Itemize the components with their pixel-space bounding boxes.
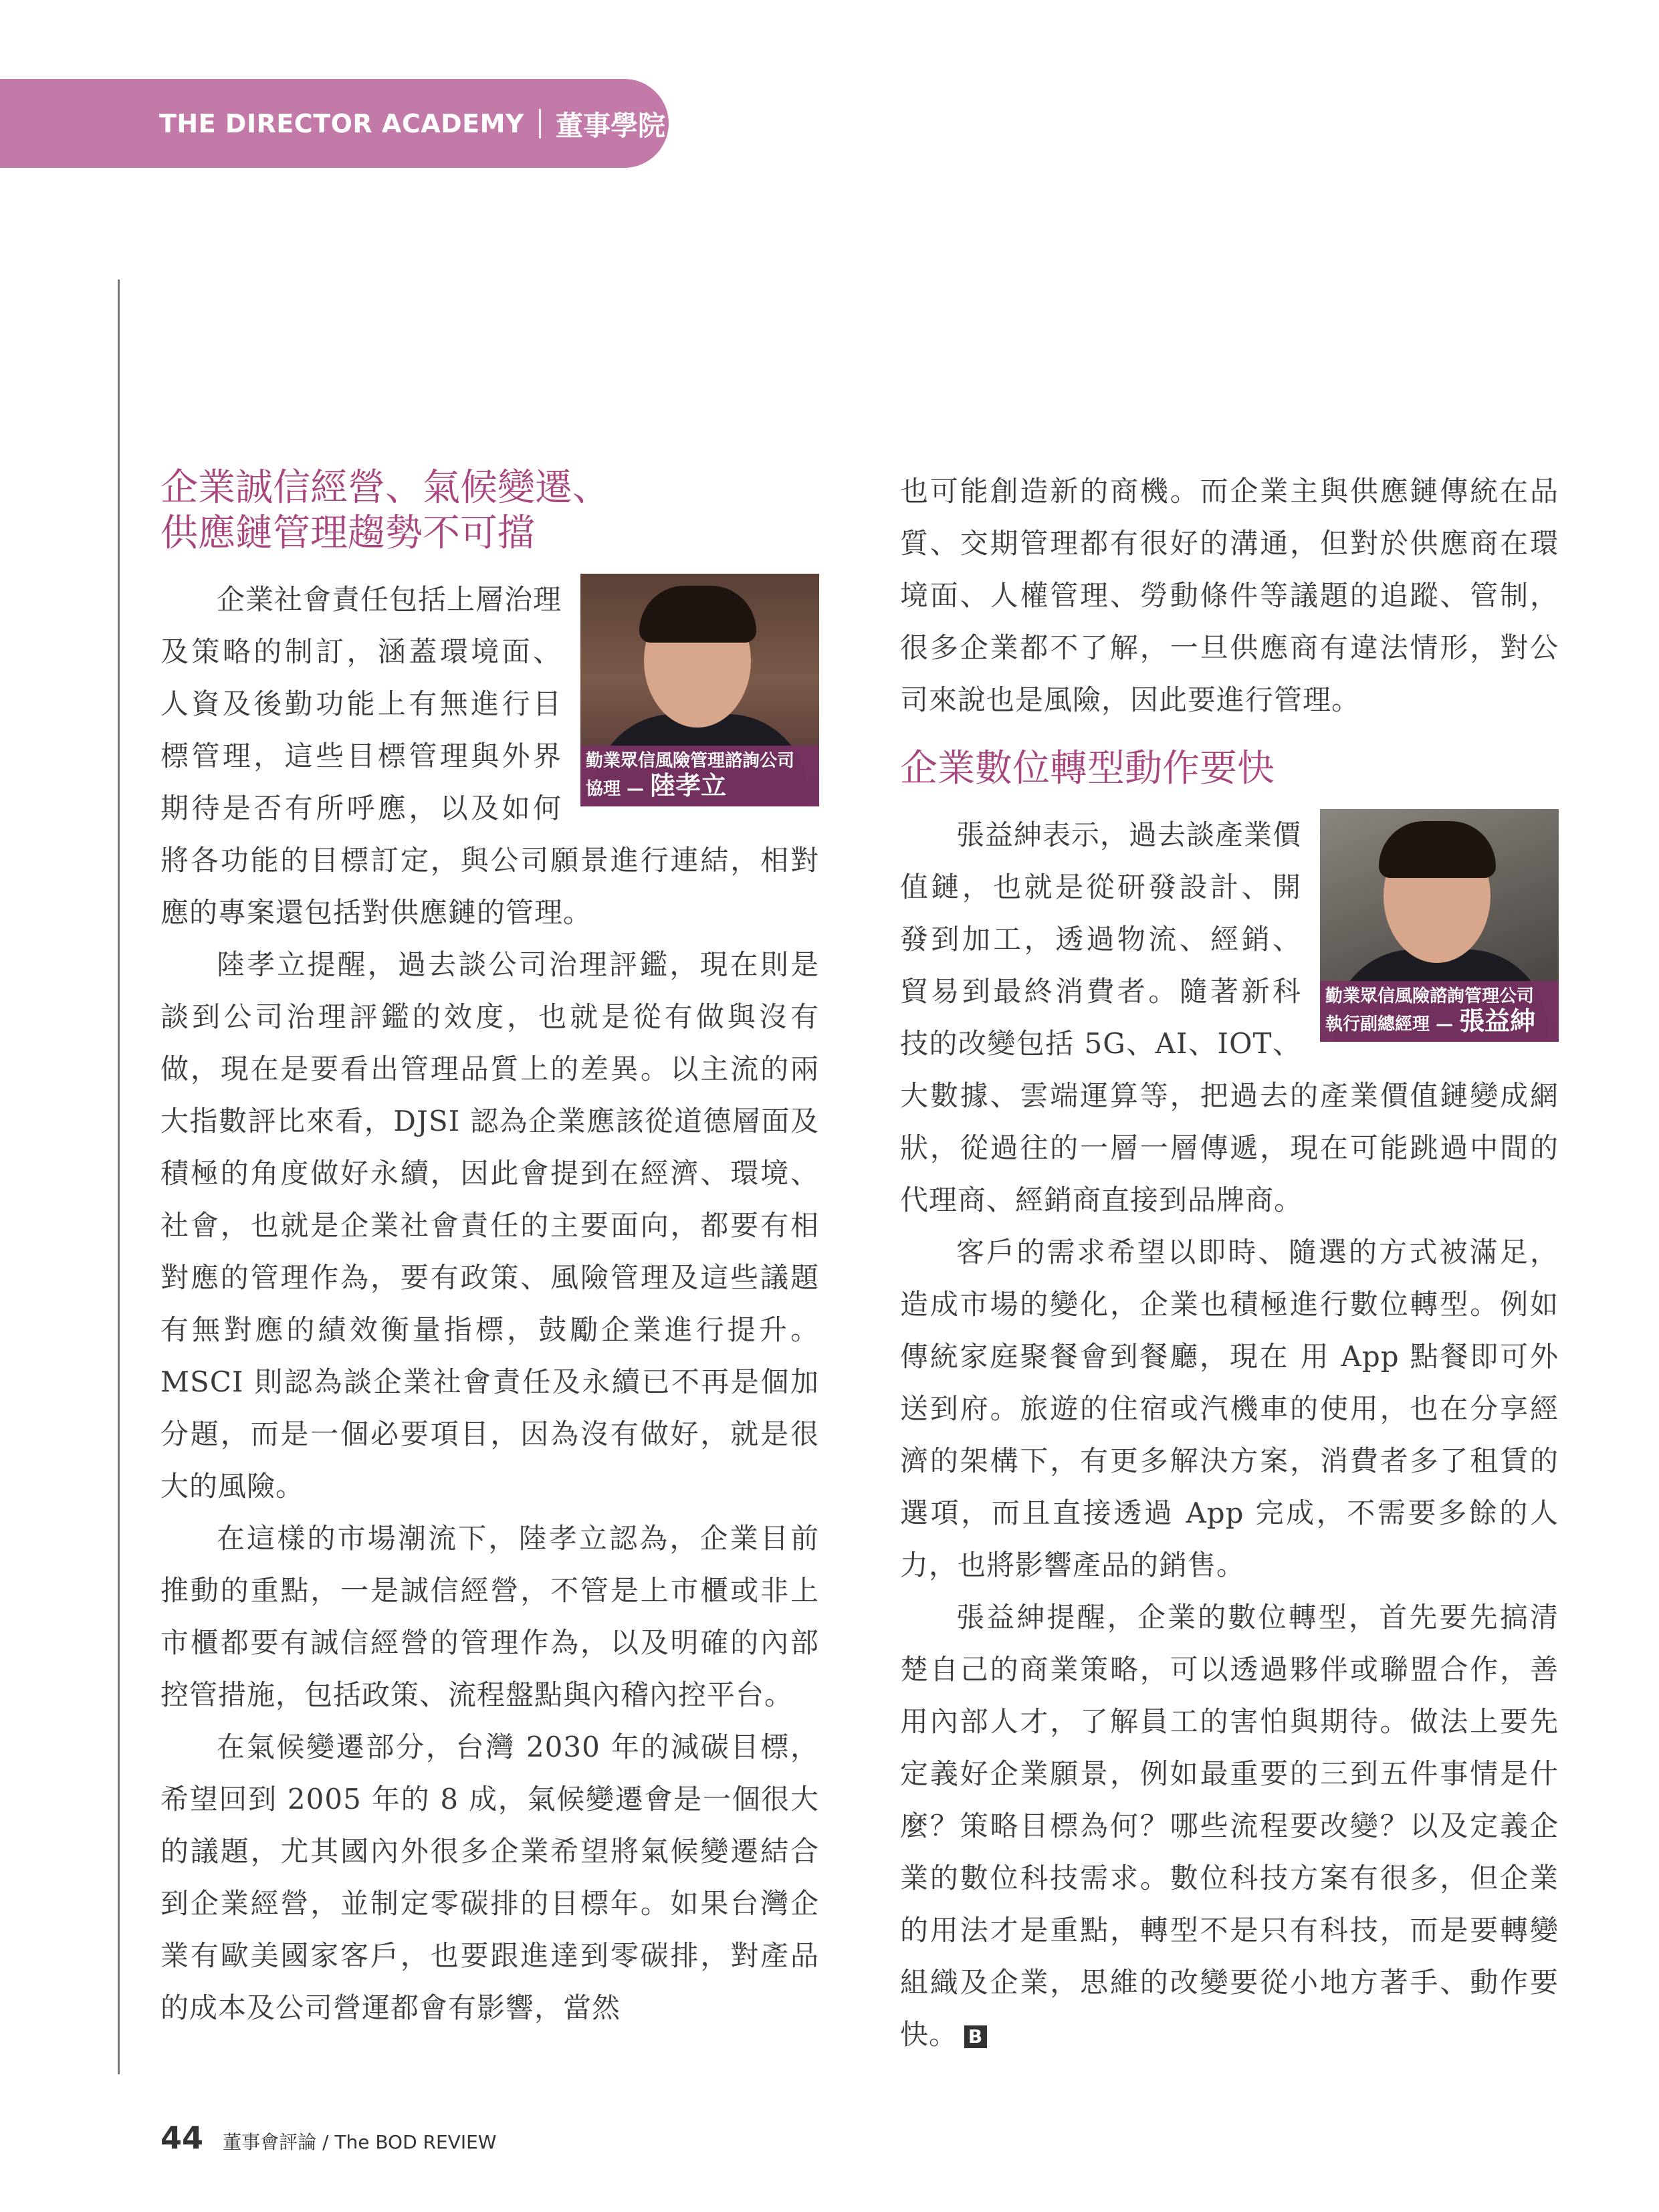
section-tab-chinese: 董事學院 <box>555 110 665 142</box>
left-column <box>160 465 819 2034</box>
heading-line-1: 企業誠信經營、氣候變遷、 <box>160 466 610 510</box>
tab-divider <box>539 109 541 138</box>
right-column <box>900 465 1559 2061</box>
caption-name: 張益紳 <box>1459 1006 1536 1036</box>
paragraph: 張益紳表示，過去談產業價值鏈，也就是從研發設計、開發到加工，透過物流、經銷、貿易到最終消費者。隨著新科技的改變包括 5G、AI、IOT、大數據、雲端運算等，把過去的產業價值鏈變成網狀，從過往的一層一層傳遞，現在可能跳過中間的代理商、經銷商直接到品牌商。 <box>900 818 1559 1216</box>
section-tab <box>0 79 669 168</box>
section-heading-1 <box>160 465 819 556</box>
end-mark-icon: B <box>964 2025 987 2048</box>
caption-name: 陸孝立 <box>650 770 727 800</box>
portrait-caption: 勤業眾信風險諮詢管理公司 執行副總經理 — 張益紳 <box>1320 981 1559 1042</box>
caption-role: 協理 <box>586 779 621 799</box>
section-tab-english: THE DIRECTOR ACADEMY <box>159 108 524 138</box>
section-heading-2: 企業數位轉型動作要快 <box>900 747 1275 790</box>
paragraph-text: 張益紳提醒，企業的數位轉型，首先要先搞清楚自己的商業策略，可以透過夥伴或聯盟合作，善用內部人才，了解員工的害怕與期待。做法上要先定義好企業願景，例如最重要的三到五件事情是什麼？策略目標為何？哪些流程要改變？以及定義企業的數位科技需求。數位科技方案有很多，但企業的用法才是重點，轉型不是只有科技，而是要轉變組織及企業，思維的改變要從小地方著手、動作要快。 <box>900 1601 1559 2051</box>
portrait-chang <box>1320 809 1559 1042</box>
caption-org: 勤業眾信風險諮詢管理公司 <box>1325 986 1535 1006</box>
page-number: 44 <box>160 2120 204 2156</box>
vertical-rule <box>118 280 120 2074</box>
paragraph-continued: 也可能創造新的商機。而企業主與供應鏈傳統在品質、交期管理都有很好的溝通，但對於供應商在環境面、人權管理、勞動條件等議題的追蹤、管制，很多企業都不了解，一旦供應商有違法情形，對公司來說也是風險，因此要進行管理。 <box>900 475 1559 716</box>
paragraph: 客戶的需求希望以即時、隨選的方式被滿足，造成市場的變化，企業也積極進行數位轉型。例如傳統家庭聚餐會到餐廳，現在 用 App 點餐即可外送到府。旅遊的住宿或汽機車的使用，也在分享經濟的架構下，有更多解決方案，消費者多了租賃的選項，而且直接透過 App 完成，不需要多餘的人力，也將影響產品的銷售。 <box>900 1236 1559 1581</box>
paragraph: 企業社會責任包括上層治理及策略的制訂，涵蓋環境面、人資及後勤功能上有無進行目標管理，這些目標管理與外界期待是否有所呼應，以及如何將各功能的目標訂定，與公司願景進行連結，相對應的專案還包括對供應鏈的管理。 <box>160 583 819 929</box>
portrait-caption: 勤業眾信風險管理諮詢公司 協理 — 陸孝立 <box>580 746 819 806</box>
portrait-hair <box>1379 821 1496 878</box>
paragraph: 在這樣的市場潮流下，陸孝立認為，企業目前推動的重點，一是誠信經營，不管是上市櫃或非上市櫃都要有誠信經營的管理作為，以及明確的內部控管措施，包括政策、流程盤點與內稽內控平台。 <box>160 1522 819 1711</box>
portrait-lu <box>580 574 819 806</box>
caption-org: 勤業眾信風險管理諮詢公司 <box>586 751 795 771</box>
heading-line-2: 供應鏈管理趨勢不可擋 <box>160 512 535 555</box>
page-footer <box>160 2120 496 2156</box>
paragraph: 陸孝立提醒，過去談公司治理評鑑，現在則是談到公司治理評鑑的效度，也就是從有做與沒有做，現在是要看出管理品質上的差異。以主流的兩大指數評比來看，DJSI 認為企業應該從道德層面及積極的角度做好永續，因此會提到在經濟、環境、社會，也就是企業社會責任的主要面向，都要有相對應的管理作為，要有政策、風險管理及這些議題有無對應的績效衡量指標，鼓勵企業進行提升。MSCI 則認為談企業社會責任及永續已不再是個加分題，而是一個必要項目，因為沒有做好，就是很大的風險。 <box>160 948 819 1503</box>
paragraph: 在氣候變遷部分，台灣 2030 年的減碳目標，希望回到 2005 年的 8 成，氣候變遷會是一個很大的議題，尤其國內外很多企業希望將氣候變遷結合到企業經營，並制定零碳排的目標年。如果台灣企業有歐美國家客戶，也要跟進達到零碳排，對產品的成本及公司營運都會有影響，當然 <box>160 1731 819 2024</box>
paragraph <box>900 1591 1559 2061</box>
caption-role: 執行副總經理 <box>1325 1014 1430 1034</box>
portrait-hair <box>639 586 756 643</box>
publication-name: 董事會評論 / The BOD REVIEW <box>223 2131 497 2153</box>
